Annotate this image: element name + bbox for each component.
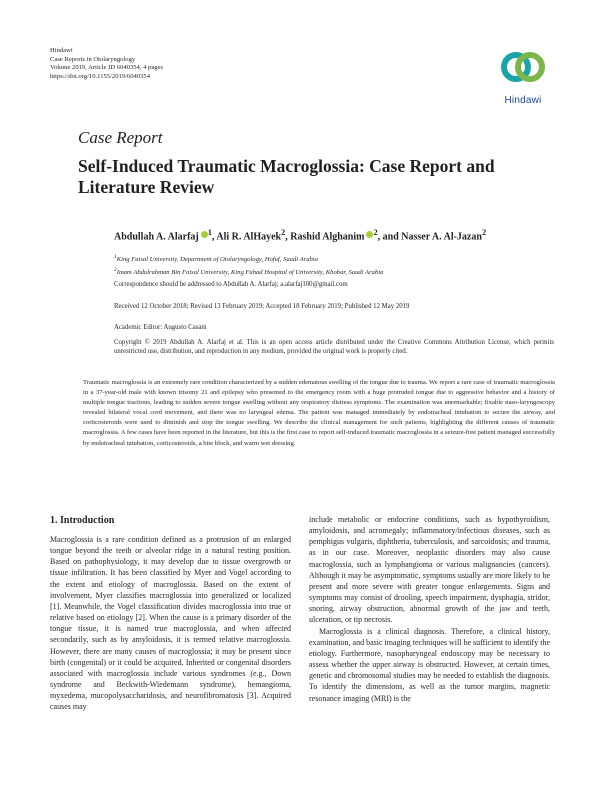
body-paragraph: Macroglossia is a rare condition defined as a protrusion of an enlarged tongue beyond the teeth or alveolar ridge in a natural resting position. Based on pathophysiology, it may develop due to tissue overgrowth or tissue infiltration. It has been classified by Myer and Vogel according to the extent and etiology of macroglossia. Based on the extent of involvement, Myer classifies macroglossia into generalized or localized [1]. Meanwhile, the Vogel classification divides macroglossia into true or relative based on etiology [2]. When the cause is a primary disorder of the tongue tissue, it is named true macroglossia, and when affected secondarily, such as by amyloidosis, it is termed relative macroglossia. However, there are many causes of macroglossia; it may be present since birth (congenital) or it could be acquired. Inherited or congenital disorders associated with macroglossia include various syndromes (e.g., Down syndrome and Beckwith-Wiedemann syndrome), hemangioma, myxedema, mucopolysaccharidosis, and neurofibromatosis [3]. Acquired causes may (50, 535, 291, 712)
affiliations (114, 252, 554, 278)
paper-title: Self-Induced Traumatic Macroglossia: Case Report and Literature Review (78, 156, 495, 197)
affiliation-2 (114, 265, 554, 278)
author-list: Abdullah A. Alarfaj $^1$, Ali R. AlHayek$^2$, Rashid Alghanim $^2$, and Nasser A. Al-Jazan$^2$ (114, 228, 487, 243)
volume-info: Volume 2019, Article ID 6040354, 4 pages (50, 64, 164, 72)
doi-link[interactable]: https://doi.org/10.1155/2019/6040354 (50, 72, 151, 80)
body-column-right (309, 514, 550, 704)
affiliation-text: Imam Abdulrahman Bin Faisal University, King Fahad Hospital of University, Khobar, Saudi Arabia (116, 269, 384, 277)
hindawi-logo-icon (496, 46, 550, 88)
correspondence: Correspondence should be addressed to Abdullah A. Alarfaj; a.alarfaj100@gmail.com (114, 281, 348, 288)
abstract: Traumatic macroglossia is an extremely rare condition characterized by a sudden edematous swelling of the tongue due to trauma. We report a rare case of traumatic macroglossia in a 37-year-old male with known trisomy 21 and epilepsy who presented to the emergency room with a huge protruded tongue due to aggressive behavior and a history of multiple tongue tractions, leading to sudden severe tongue swelling without any respiratory distress symptoms. The examination was unremarkable; fixable naso-laryngoscopy revealed bilateral vocal cord movement, and there was no laryngeal edema. The patient was managed immediately by endotracheal intubation to secure the airway, and corticosteroids were used to diminish and stop the tongue swelling. We describe the clinical management for such patients, highlighting the different causes of traumatic macroglossia. A few cases have been reported in the literature, but this is the first case to report self-induced traumatic macroglossia in a seizure-free patient managed successfully by endotracheal intubation, corticosteroids, a bite block, and warm wet dressing. (83, 379, 555, 447)
publication-dates: Received 12 October 2018; Revised 13 February 2019; Accepted 18 February 2019; Published 12 May 2019 (114, 303, 410, 310)
author-name: Abdullah A. Alarfaj (114, 231, 199, 243)
author-name: Ali R. AlHayek (216, 231, 282, 243)
author-sup: 2 (481, 228, 487, 237)
affiliation-sup: 1 (114, 254, 117, 260)
academic-editor: Academic Editor: Augusto Casani (114, 324, 207, 331)
body-column-left (50, 534, 291, 713)
logo-wordmark: Hindawi (504, 95, 542, 106)
affiliation-text: King Faisal University, Department of Otolaryngology, Hofuf, Saudi Arabia (116, 256, 318, 264)
author-sup: 1 (207, 228, 212, 237)
body-paragraph: Macroglossia is a clinical diagnosis. Therefore, a clinical history, examination, and basic imaging techniques will be sufficient to identify the etiology. Furthermore, nasopharyngeal endoscopy may be necessary to assess whether the upper airway is obstructed. However, at certain times, genetic and chromosomal studies may be needed to establish the diagnosis. To identify the dimensions, as well as the tumor margins, magnetic resonance imaging (MRI) is the (309, 626, 550, 703)
author-sup: 2 (281, 228, 286, 237)
affiliation-1 (114, 252, 554, 265)
copyright-notice: Copyright © 2019 Abdullah A. Alarfaj et al. This is an open access article distributed under the Creative Commons Attribution License, which permits unrestricted use, distribution, and reproduction in any medium, provided the original work is properly cited. (114, 339, 554, 355)
author-name: Rashid Alghanim (290, 231, 365, 243)
author-name: Nasser A. Al-Jazan (401, 231, 482, 243)
publisher-name: Hindawi (50, 47, 73, 54)
article-type: Case Report (78, 128, 163, 147)
section-heading: 1. Introduction (50, 515, 115, 526)
orcid-icon[interactable] (201, 231, 208, 238)
author-sup: 2 (373, 228, 378, 237)
journal-name: Case Reports in Otolaryngology (50, 55, 136, 63)
journal-meta (50, 47, 163, 81)
body-paragraph: include metabolic or endocrine conditions, such as hypothyroidism, amyloidosis, and acromegaly; inflammatory/infectious diseases, such as pemphigus vulgaris, diphtheria, tuberculosis, and sarcoidosis; and trauma, as in our case. Moreover, neoplastic disorders may also cause macroglossia, such as lymphangioma or various malignancies (cancers). Although it may be asymptomatic, symptoms usually are more likely to be present and more severe with greater tongue enlargements. Signs and symptoms may consist of drooling, speech impairment, dysphagia, stridor, snoring, airway obstruction, abnormal growth of the jaw and teeth, ulceration, or tip necrosis. (309, 515, 550, 625)
hindawi-logo (496, 46, 550, 106)
affiliation-sup: 2 (114, 267, 117, 274)
